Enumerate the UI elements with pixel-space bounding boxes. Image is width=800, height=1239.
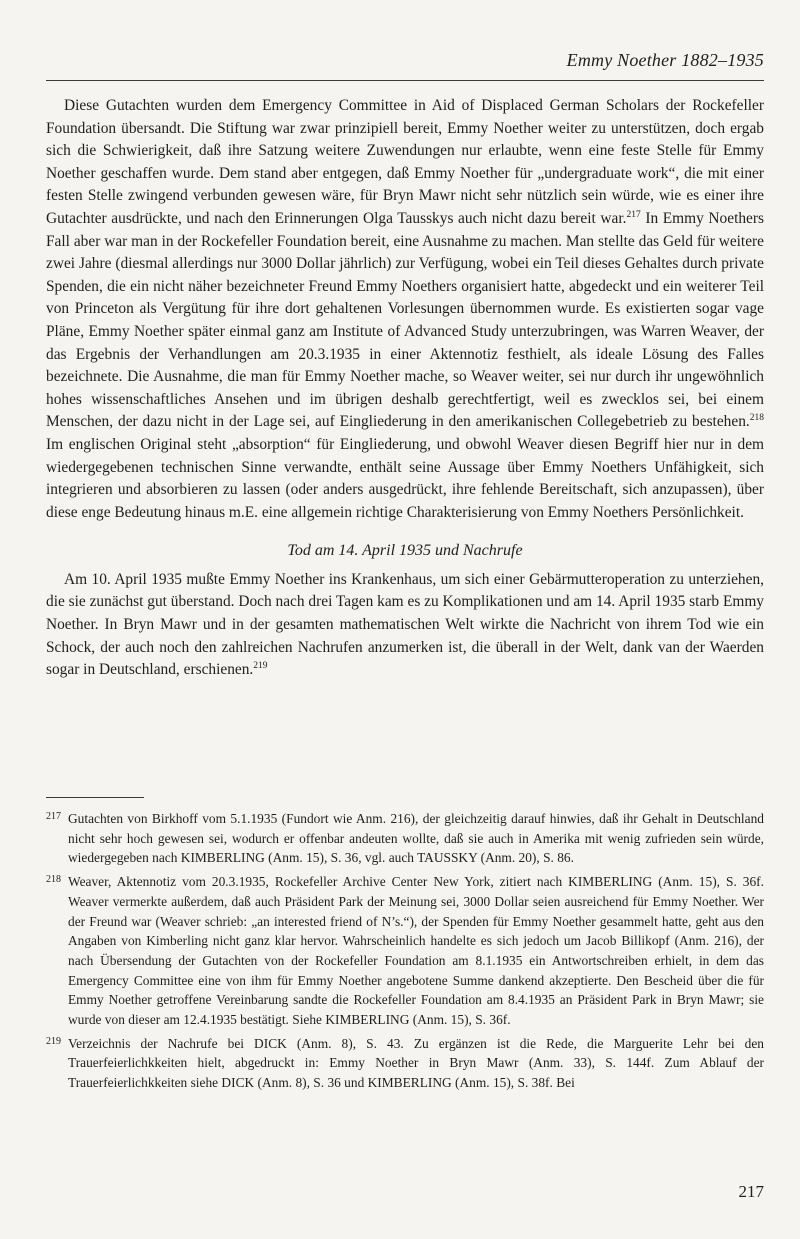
running-head: Emmy Noether 1882–1935 — [566, 50, 764, 70]
footnote-text: Weaver, Aktennotiz vom 20.3.1935, Rockefeller Archive Center New York, zitiert nach KIMBERLING (Anm. 15), S. 36f. Weaver vermerkte außerdem, daß auch Präsident Park der Meinung sei, 3000 Dollar seien ausreichend für Emmy Noether. Wer der Freund war (Weaver schrieb: „an interested friend of N’s.“), der Spenden für Emmy Noether gesammelt hatte, geht aus den Angaben von Kimberling nicht ganz klar hervor. Wahrscheinlich handelte es sich jedoch um Jacob Billikopf (Anm. 216), der nach Übersendung der Gutachten von der Rockefeller Foundation am 8.1.1935 ein Antwortschreiben erhielt, in dem das Emergency Committee eine von ihm für Emmy Noether angebotene Summe dankend akzeptierte. Den Bescheid über die für Emmy Noether getroffene Vereinbarung sandte die Rockefeller Foundation am 8.4.1935 an Präsident Park in Bryn Mawr; sie wurde von dieser am 12.4.1935 bestätigt. Siehe KIMBERLING (Anm. 15), S. 36f. — [68, 874, 764, 1028]
footnote-reference-218[interactable]: 218 — [749, 413, 764, 424]
header-rule — [46, 80, 764, 81]
footnote-reference-217[interactable]: 217 — [626, 209, 641, 220]
footnote-219 — [46, 1034, 764, 1093]
footnote-text: Gutachten von Birkhoff vom 5.1.1935 (Fundort wie Anm. 216), der gleichzeitig darauf hinwies, daß ihr Gehalt in Deutschland nicht sehr hoch gewesen sei, wodurch er offenbar andeuten wollte, daß sie auch in Amerika mit wenig zufrieden sein würde, wiedergegeben nach KIMBERLING (Anm. 15), S. 36, vgl. auch TAUSSKY (Anm. 20), S. 86. — [68, 811, 764, 866]
paragraph-text-part-2: In Emmy Noethers Fall aber war man in der Rockefeller Foundation bereit, eine Ausnahme zu machen. Man stellte das Geld für weitere zwei Jahre (diesmal allerdings nur 3000 Dollar jährlich) zur Verfügung, wobei ein Teil dieses Gehaltes durch private Spenden, die ein nicht näher bezeichneter Freund Emmy Noethers organisiert hatte, abgedeckt und ein weiterer Teil von Princeton als Vergütung für ihre dort gehaltenen Vorlesungen übernommen wurde. Es existierten sogar vage Pläne, Emmy Noether später einmal ganz am Institute of Advanced Study unterzubringen, was Warren Weaver, der das Ergebnis der Verhandlungen am 20.3.1935 in einer Aktennotiz festhielt, als ideale Lösung des Falles bezeichnete. Die Ausnahme, die man für Emmy Noether mache, so Weaver weiter, sei nur durch ihr ungewöhnlich hohes wissenschaftliches Ansehen und im übrigen deshalb gerechtfertigt, weil es zwecklos sei, bei einem Menschen, der dazu nicht in der Lage sei, auf Eingliederung in den amerikanischen Collegebetrieb zu bestehen. — [46, 209, 764, 431]
footnote-rule — [46, 797, 144, 798]
section-title: Tod am 14. April 1935 und Nachrufe — [287, 542, 523, 560]
footnote-218 — [46, 872, 764, 1030]
footnote-text: Verzeichnis der Nachrufe bei DICK (Anm. 8), S. 43. Zu ergänzen ist die Rede, die Marguerite Lehr bei den Trauerfeierlichkkeiten hielt, abgedruckt in: Emmy Noether in Bryn Mawr (Anm. 33), S. 144f. Zum Ablauf der Trauerfeierlichkkeiten siehe DICK (Anm. 8), S. 36 und KIMBERLING (Anm. 15), S. 38f. Bei — [68, 1035, 764, 1091]
footnote-number: 219 — [46, 1035, 61, 1047]
footnote-number: 218 — [46, 874, 61, 886]
section-paragraph — [46, 569, 764, 682]
footnote-217 — [46, 809, 764, 868]
section-paragraph-text: Am 10. April 1935 mußte Emmy Noether ins Krankenhaus, um sich einer Gebärmutteroperation zu unterziehen, die sie zunächst gut überstand. Doch nach drei Tagen kam es zu Komplikationen und am 14. April 1935 starb Emmy Noether. In Bryn Mawr und in der gesamten mathematischen Welt wirkte die Nachricht von ihrem Tod wie ein Schock, der auch noch den zahlreichen Nachrufen anzumerken ist, die überall in der Welt, dank van der Waerden sogar in Deutschland, erschienen. — [46, 570, 764, 679]
paragraph-text-part-3: Im englischen Original steht „absorption“ für Eingliederung, und obwohl Weaver diesen Begriff hier nur in dem wiedergegebenen technischen Sinne verwandte, enthält seine Aussage über Emmy Noethers Unfähigkeit, sich integrieren und absorbieren zu lassen (oder anders ausgedrückt, ihre fehlende Bereitschaft, sich anzupassen), über diese enge Bedeutung hinaus m.E. eine allgemein richtige Charakterisierung von Emmy Noethers Persönlichkeit. — [46, 435, 764, 521]
footnote-reference-219[interactable]: 219 — [253, 661, 268, 672]
page-number: 217 — [738, 1182, 764, 1201]
body-paragraph — [46, 95, 764, 524]
main-text — [46, 95, 764, 682]
footnote-number: 217 — [46, 811, 61, 822]
footnotes — [46, 809, 764, 1097]
paragraph-text-part-1: Diese Gutachten wurden dem Emergency Committee in Aid of Displaced German Scholars der Rockefeller Foundation übersandt. Die Stiftung war zwar prinzipiell bereit, Emmy Noether weiter zu unterstützen, doch ergab sich die Schwierigkeit, daß ihre Satzung weitere Zuwendungen nur erlaubte, wenn eine feste Stelle für Emmy Noether geschaffen wurde. Dem stand aber entgegen, daß Emmy Noether für „undergraduate work“, die mit einer festen Stelle zwingend verbunden gewesen wäre, für Bryn Mawr nicht sehr nützlich sein würde, wie es einer ihre Gutachter ausdrückte, und nach den Erinnerungen Olga Tausskys auch nicht dazu bereit war. — [46, 97, 764, 227]
